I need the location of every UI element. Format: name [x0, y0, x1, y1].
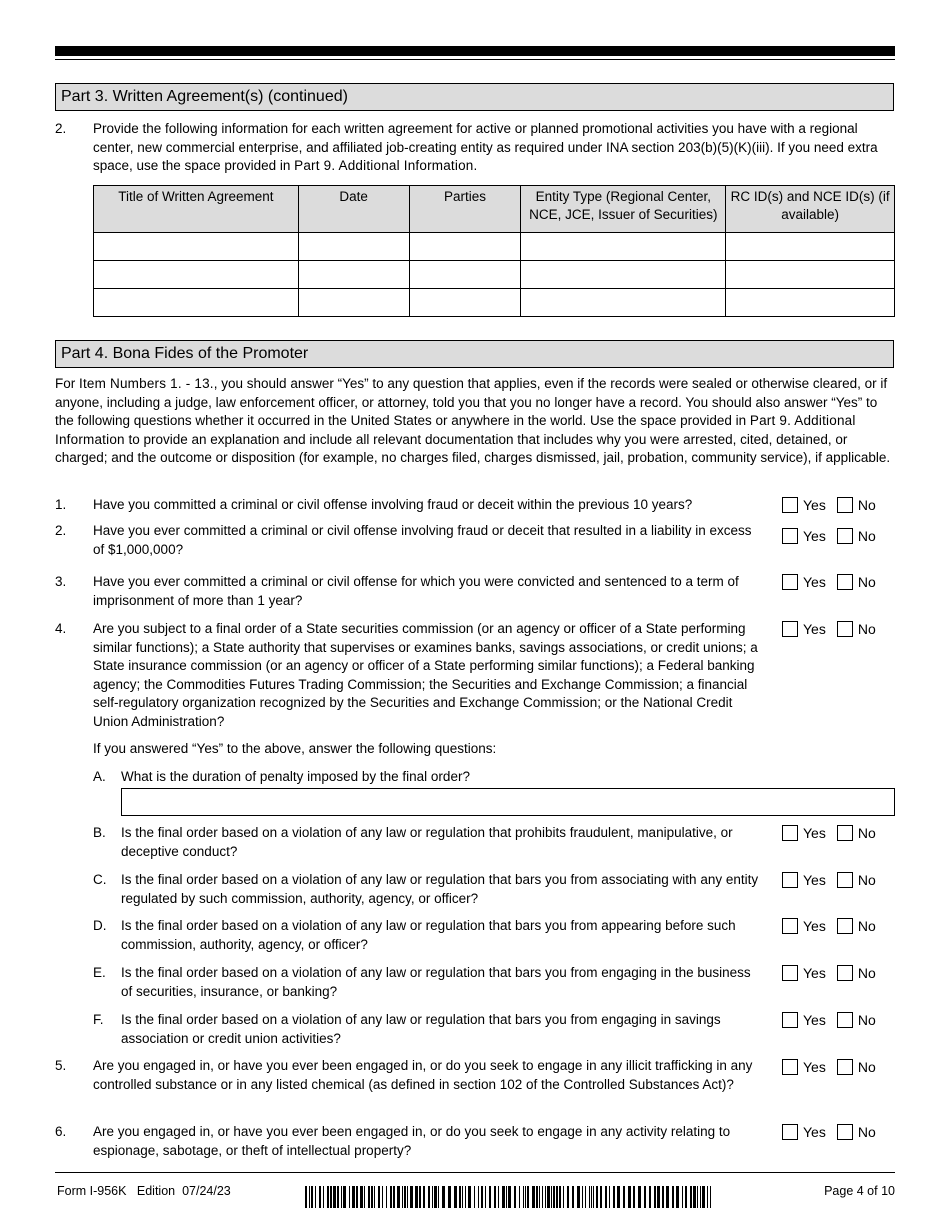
yes-label: Yes	[803, 497, 826, 513]
yes-label: Yes	[803, 872, 826, 888]
q4-yes-checkbox[interactable]	[782, 621, 798, 637]
question-2-options	[782, 527, 876, 545]
subquestion-letter: D.	[93, 918, 107, 933]
top-rule-thin	[55, 59, 895, 60]
form-number: Form I-956K	[57, 1184, 127, 1198]
yes-label: Yes	[803, 574, 826, 590]
no-label: No	[857, 621, 876, 637]
col-header-title: Title of Written Agreement	[94, 186, 299, 233]
no-label: No	[857, 497, 876, 513]
question-4e-options	[782, 964, 876, 982]
q4-no-checkbox[interactable]	[837, 621, 853, 637]
question-number: 6.	[55, 1124, 67, 1139]
part4-intro: For Item Numbers 1. - 13., you should answer “Yes” to any question that applies, even if the records were sealed or otherwise cleared, or if anyone, including a judge, law enforcement officer, or attorney, told you that you no longer have a record. You should also answer “Yes” to the following questions whether it occurred in the United States or anywhere in the world. Use the space provided in Part 9. Additional Information to provide an explanation and include all relevant documentation that includes why you were arrested, cited, detained, or charged; and the outcome or disposition (for example, no charges filed, charges dismissed, jail, probation, community service), if applicable.	[55, 376, 891, 465]
table-row	[94, 233, 895, 261]
q4d-yes-checkbox[interactable]	[782, 918, 798, 934]
q2-yes-checkbox[interactable]	[782, 528, 798, 544]
question-4-followup: If you answered “Yes” to the above, answer the following questions:	[93, 741, 497, 756]
ids-cell[interactable]	[726, 261, 895, 289]
yes-label: Yes	[803, 1059, 826, 1075]
yes-label: Yes	[803, 825, 826, 841]
subquestion-letter: F.	[93, 1012, 104, 1027]
yes-label: Yes	[803, 965, 826, 981]
question-4-text: Are you subject to a final order of a State securities commission (or an agency or officer of a State performing similar functions); a State authority that supervises or examines banks, savings associations, or credit unions; a State insurance commission (or an agency or officer of a State performing similar functions); a Federal banking agency; the Commodities Futures Trading Commission; the Securities and Exchange Commission; a financial self-regulatory organization recognized by the Securities and Exchange Commission; or the National Credit Union Administration?	[93, 621, 758, 729]
q6-no-checkbox[interactable]	[837, 1124, 853, 1140]
no-label: No	[857, 1059, 876, 1075]
question-4b-text: Is the final order based on a violation of any law or regulation that prohibits fraudulent, manipulative, or deceptive conduct?	[121, 825, 733, 859]
q1-yes-checkbox[interactable]	[782, 497, 798, 513]
q4e-no-checkbox[interactable]	[837, 965, 853, 981]
ids-cell[interactable]	[726, 289, 895, 317]
title-cell[interactable]	[94, 261, 299, 289]
part3-item2-text: Provide the following information for each written agreement for active or planned promotional activities you have with a regional center, new commercial enterprise, and affiliated job-creating entity as required under INA section 203(b)(5)(K)(iii). If you need extra space, use the space provided in Part 9. Additional Information.	[93, 121, 878, 173]
question-3-text: Have you ever committed a criminal or civil offense for which you were convicted and sentenced to a term of imprisonment of more than 1 year?	[93, 574, 739, 608]
item-number: 2.	[55, 121, 67, 136]
q3-yes-checkbox[interactable]	[782, 574, 798, 590]
q4c-no-checkbox[interactable]	[837, 872, 853, 888]
q5-no-checkbox[interactable]	[837, 1059, 853, 1075]
q4f-yes-checkbox[interactable]	[782, 1012, 798, 1028]
table-row	[94, 261, 895, 289]
question-number: 5.	[55, 1058, 67, 1073]
question-number: 3.	[55, 574, 67, 589]
question-6-options	[782, 1123, 876, 1141]
item-numbers-reference: Item Numbers 1. - 13.	[79, 376, 214, 391]
q4e-yes-checkbox[interactable]	[782, 965, 798, 981]
no-label: No	[857, 825, 876, 841]
entity-type-cell[interactable]	[521, 289, 726, 317]
no-label: No	[857, 918, 876, 934]
subquestion-letter: C.	[93, 872, 107, 887]
penalty-duration-input[interactable]	[121, 788, 895, 816]
question-2-text: Have you ever committed a criminal or civil offense involving fraud or deceit that resulted in a liability in excess of $1,000,000?	[93, 523, 752, 557]
col-header-date: Date	[298, 186, 409, 233]
question-number: 4.	[55, 621, 67, 636]
no-label: No	[857, 574, 876, 590]
part9-reference: Part 9. Additional Information	[55, 413, 856, 447]
date-cell[interactable]	[298, 261, 409, 289]
subquestion-letter: B.	[93, 825, 106, 840]
yes-label: Yes	[803, 1124, 826, 1140]
parties-cell[interactable]	[409, 261, 521, 289]
yes-label: Yes	[803, 918, 826, 934]
no-label: No	[857, 528, 876, 544]
question-4c-text: Is the final order based on a violation of any law or regulation that bars you from associating with any entity regulated by such commission, authority, agency, or officer?	[121, 872, 759, 906]
part3-header: Part 3. Written Agreement(s) (continued)	[55, 83, 894, 111]
question-4f-options	[782, 1011, 876, 1029]
parties-cell[interactable]	[409, 233, 521, 261]
table-row	[94, 289, 895, 317]
no-label: No	[857, 965, 876, 981]
question-6-text: Are you engaged in, or have you ever been engaged in, or do you seek to engage in any activity relating to espionage, sabotage, or theft of intellectual property?	[93, 1124, 731, 1158]
q4c-yes-checkbox[interactable]	[782, 872, 798, 888]
top-rule-thick	[55, 46, 895, 56]
q6-yes-checkbox[interactable]	[782, 1124, 798, 1140]
question-1-text: Have you committed a criminal or civil offense involving fraud or deceit within the previous 10 years?	[93, 497, 693, 512]
footer-rule	[55, 1172, 895, 1173]
question-number: 2.	[55, 523, 67, 538]
q4d-no-checkbox[interactable]	[837, 918, 853, 934]
ids-cell[interactable]	[726, 233, 895, 261]
col-header-entity-type: Entity Type (Regional Center, NCE, JCE, Issuer of Securities)	[521, 186, 726, 233]
question-4d-text: Is the final order based on a violation of any law or regulation that bars you from appearing before such commission, authority, agency, or officer?	[121, 918, 736, 952]
q5-yes-checkbox[interactable]	[782, 1059, 798, 1075]
yes-label: Yes	[803, 621, 826, 637]
no-label: No	[857, 1012, 876, 1028]
question-4c-options	[782, 871, 876, 889]
yes-label: Yes	[803, 528, 826, 544]
date-cell[interactable]	[298, 233, 409, 261]
question-4f-text: Is the final order based on a violation of any law or regulation that bars you from engaging in savings association or credit union activities?	[121, 1012, 721, 1046]
q2-no-checkbox[interactable]	[837, 528, 853, 544]
question-5-options	[782, 1058, 876, 1076]
part9-reference: Part 9. Additional Information	[294, 158, 474, 173]
question-4d-options	[782, 917, 876, 935]
title-cell[interactable]	[94, 233, 299, 261]
q4f-no-checkbox[interactable]	[837, 1012, 853, 1028]
page-number: Page 4 of 10	[824, 1184, 895, 1198]
edition-date: 07/24/23	[182, 1184, 231, 1198]
question-4e-text: Is the final order based on a violation of any law or regulation that bars you from engaging in the business of securities, insurance, or banking?	[121, 965, 751, 999]
part4-header: Part 4. Bona Fides of the Promoter	[55, 340, 894, 368]
no-label: No	[857, 1124, 876, 1140]
question-4a-text: What is the duration of penalty imposed by the final order?	[121, 769, 470, 784]
question-1-options	[782, 496, 876, 514]
no-label: No	[857, 872, 876, 888]
entity-type-cell[interactable]	[521, 233, 726, 261]
question-4b-options	[782, 824, 876, 842]
q4b-no-checkbox[interactable]	[837, 825, 853, 841]
edition-label: Edition	[136, 1184, 176, 1198]
entity-type-cell[interactable]	[521, 261, 726, 289]
title-cell[interactable]	[94, 289, 299, 317]
written-agreements-table	[93, 185, 895, 317]
parties-cell[interactable]	[409, 289, 521, 317]
question-3-options	[782, 573, 876, 591]
date-cell[interactable]	[298, 289, 409, 317]
q3-no-checkbox[interactable]	[837, 574, 853, 590]
col-header-parties: Parties	[409, 186, 521, 233]
q4b-yes-checkbox[interactable]	[782, 825, 798, 841]
subquestion-letter: A.	[93, 769, 106, 784]
col-header-rc-nce-ids: RC ID(s) and NCE ID(s) (if available)	[726, 186, 895, 233]
question-number: 1.	[55, 497, 67, 512]
question-4-options	[782, 620, 876, 638]
question-5-text: Are you engaged in, or have you ever been engaged in, or do you seek to engage in any illicit trafficking in any controlled substance or in any listed chemical (as defined in section 102 of the Controlled Substances Act)?	[93, 1058, 753, 1092]
q1-no-checkbox[interactable]	[837, 497, 853, 513]
barcode-icon	[305, 1186, 713, 1208]
form-edition	[57, 1184, 231, 1198]
yes-label: Yes	[803, 1012, 826, 1028]
subquestion-letter: E.	[93, 965, 106, 980]
